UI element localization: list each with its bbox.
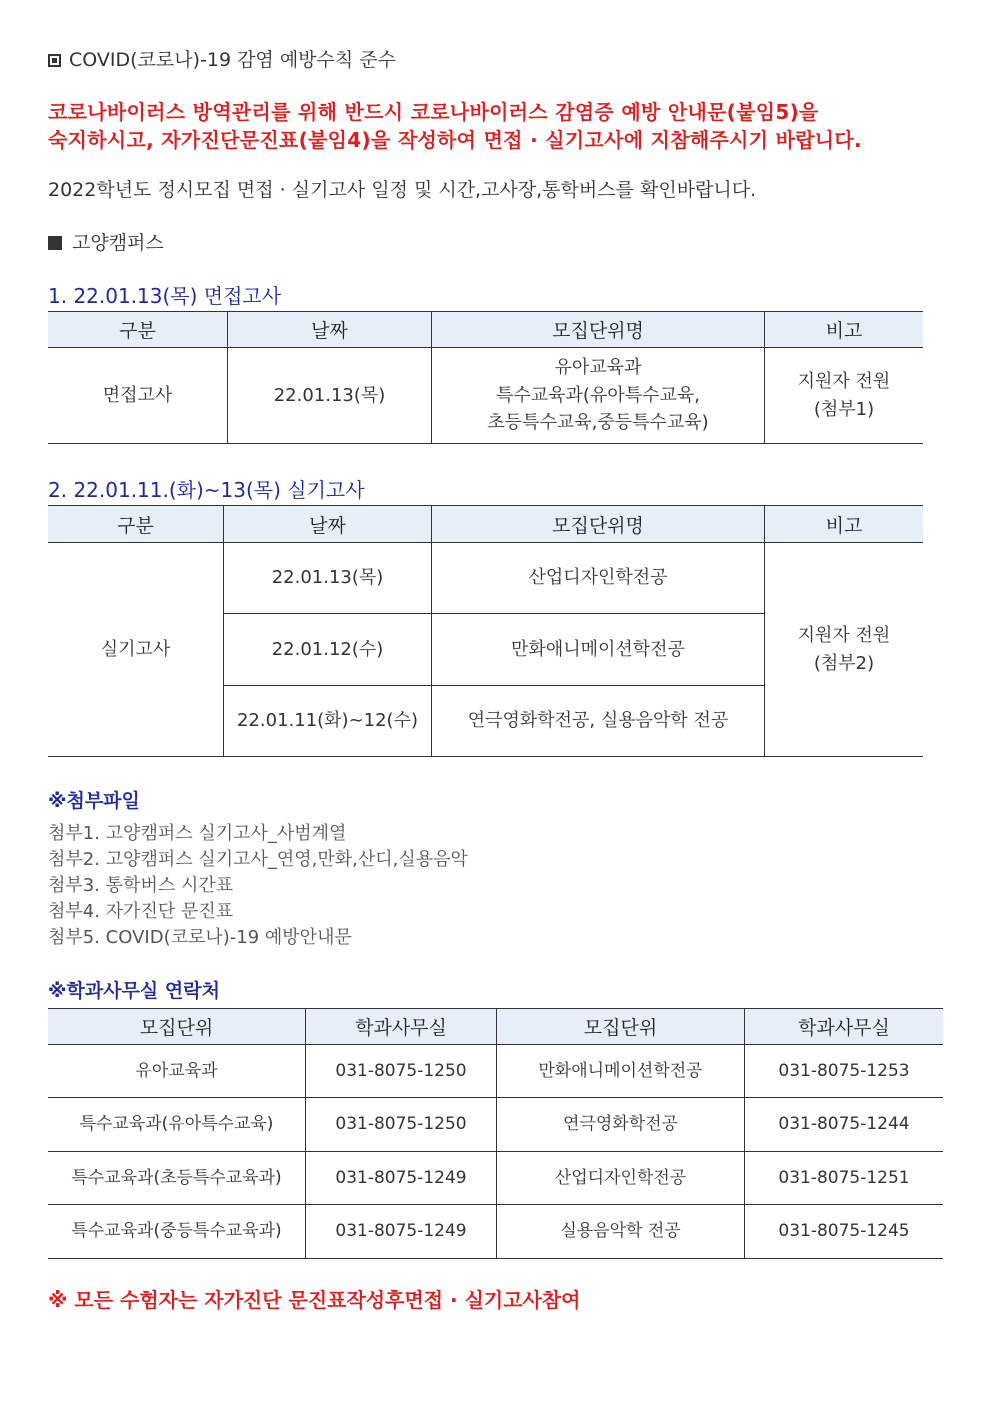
col-header: 날짜: [224, 506, 432, 543]
interview-table: [48, 311, 923, 444]
notice-line-1: 코로나바이러스 방역관리를 위해 반드시 코로나바이러스 감염증 예방 안내문(붙임5)을: [48, 100, 819, 124]
unit-cell: 특수교육과(유아특수교육): [48, 1098, 306, 1152]
phone-cell: 031-8075-1251: [745, 1152, 944, 1205]
date-cell: 22.01.11(화)~12(수): [224, 686, 432, 757]
unit-cell: 연극영화학전공, 실용음악학 전공: [432, 686, 765, 757]
unit-cell: 만화애니메이션학전공: [432, 614, 765, 686]
col-header: 비고: [765, 312, 924, 348]
col-header: 학과사무실: [745, 1009, 944, 1045]
attachment-item: 첨부4. 자가진단 문진표: [48, 901, 234, 922]
notice-line-2: 숙지하시고, 자가진단문진표(붙임4)을 작성하여 면접 · 실기고사에 지참해주시기 바랍니다.: [48, 128, 862, 152]
covid-heading: COVID(코로나)-19 감염 예방수칙 준수: [48, 45, 396, 72]
phone-cell: 031-8075-1250: [306, 1045, 497, 1098]
practical-exam-table: [48, 505, 923, 757]
date-cell: 22.01.13(목): [224, 543, 432, 614]
phone-cell: 031-8075-1249: [306, 1205, 497, 1259]
table-row: [48, 348, 923, 444]
col-header: 모집단위명: [432, 506, 765, 543]
col-header: 학과사무실: [306, 1009, 497, 1045]
attachments-title: ※첨부파일: [48, 790, 140, 812]
col-header: 모집단위명: [432, 312, 765, 348]
filled-square-icon: [48, 236, 62, 250]
footer-notice: ※ 모든 수험자는 자가진단 문진표작성후면접 · 실기고사참여: [48, 1288, 581, 1312]
table-row: [48, 1045, 943, 1098]
col-header: 비고: [765, 506, 924, 543]
col-header: 모집단위: [497, 1009, 745, 1045]
note-cell: 지원자 전원 (첨부2): [765, 543, 924, 757]
contacts-title: ※학과사무실 연락처: [48, 980, 220, 1002]
units-cell: 유아교육과 특수교육과(유아특수교육, 초등특수교육,중등특수교육): [432, 348, 765, 444]
type-cell: 실기고사: [48, 543, 224, 757]
phone-cell: 031-8075-1244: [745, 1098, 944, 1152]
attachment-item: 첨부1. 고양캠퍼스 실기고사_사범계열: [48, 823, 347, 844]
phone-cell: 031-8075-1245: [745, 1205, 944, 1259]
unit-cell: 특수교육과(중등특수교육과): [48, 1205, 306, 1259]
col-header: 구분: [48, 506, 224, 543]
unit-cell: 실용음악학 전공: [497, 1205, 745, 1259]
unit-cell: 산업디자인학전공: [497, 1152, 745, 1205]
square-bullet-icon: [48, 54, 61, 67]
phone-cell: 031-8075-1250: [306, 1098, 497, 1152]
date-cell: 22.01.12(수): [224, 614, 432, 686]
date-cell: 22.01.13(목): [228, 348, 432, 444]
col-header: 구분: [48, 312, 228, 348]
campus-heading: 고양캠퍼스: [48, 228, 164, 255]
col-header: 날짜: [228, 312, 432, 348]
unit-cell: 연극영화학전공: [497, 1098, 745, 1152]
unit-cell: 유아교육과: [48, 1045, 306, 1098]
col-header: 모집단위: [48, 1009, 306, 1045]
phone-cell: 031-8075-1253: [745, 1045, 944, 1098]
attachment-item: 첨부5. COVID(코로나)-19 예방안내문: [48, 927, 352, 948]
contacts-table: [48, 1008, 943, 1259]
attachment-item: 첨부2. 고양캠퍼스 실기고사_연영,만화,산디,실용음악: [48, 849, 468, 870]
type-cell: 면접고사: [48, 348, 228, 444]
table-row: [48, 1205, 943, 1259]
phone-cell: 031-8075-1249: [306, 1152, 497, 1205]
schedule-notice: 2022학년도 정시모집 면접 · 실기고사 일정 및 시간,고사장,통학버스를 확인바랍니다.: [48, 179, 757, 201]
section1-title: 1. 22.01.13(목) 면접고사: [48, 284, 282, 308]
attachment-item: 첨부3. 통학버스 시간표: [48, 875, 234, 896]
unit-cell: 산업디자인학전공: [432, 543, 765, 614]
table-row: [48, 1098, 943, 1152]
unit-cell: 만화애니메이션학전공: [497, 1045, 745, 1098]
table-row: [48, 543, 923, 614]
table-row: [48, 1152, 943, 1205]
section2-title: 2. 22.01.11.(화)~13(목) 실기고사: [48, 478, 365, 502]
unit-cell: 특수교육과(초등특수교육과): [48, 1152, 306, 1205]
note-cell: 지원자 전원 (첨부1): [765, 348, 924, 444]
